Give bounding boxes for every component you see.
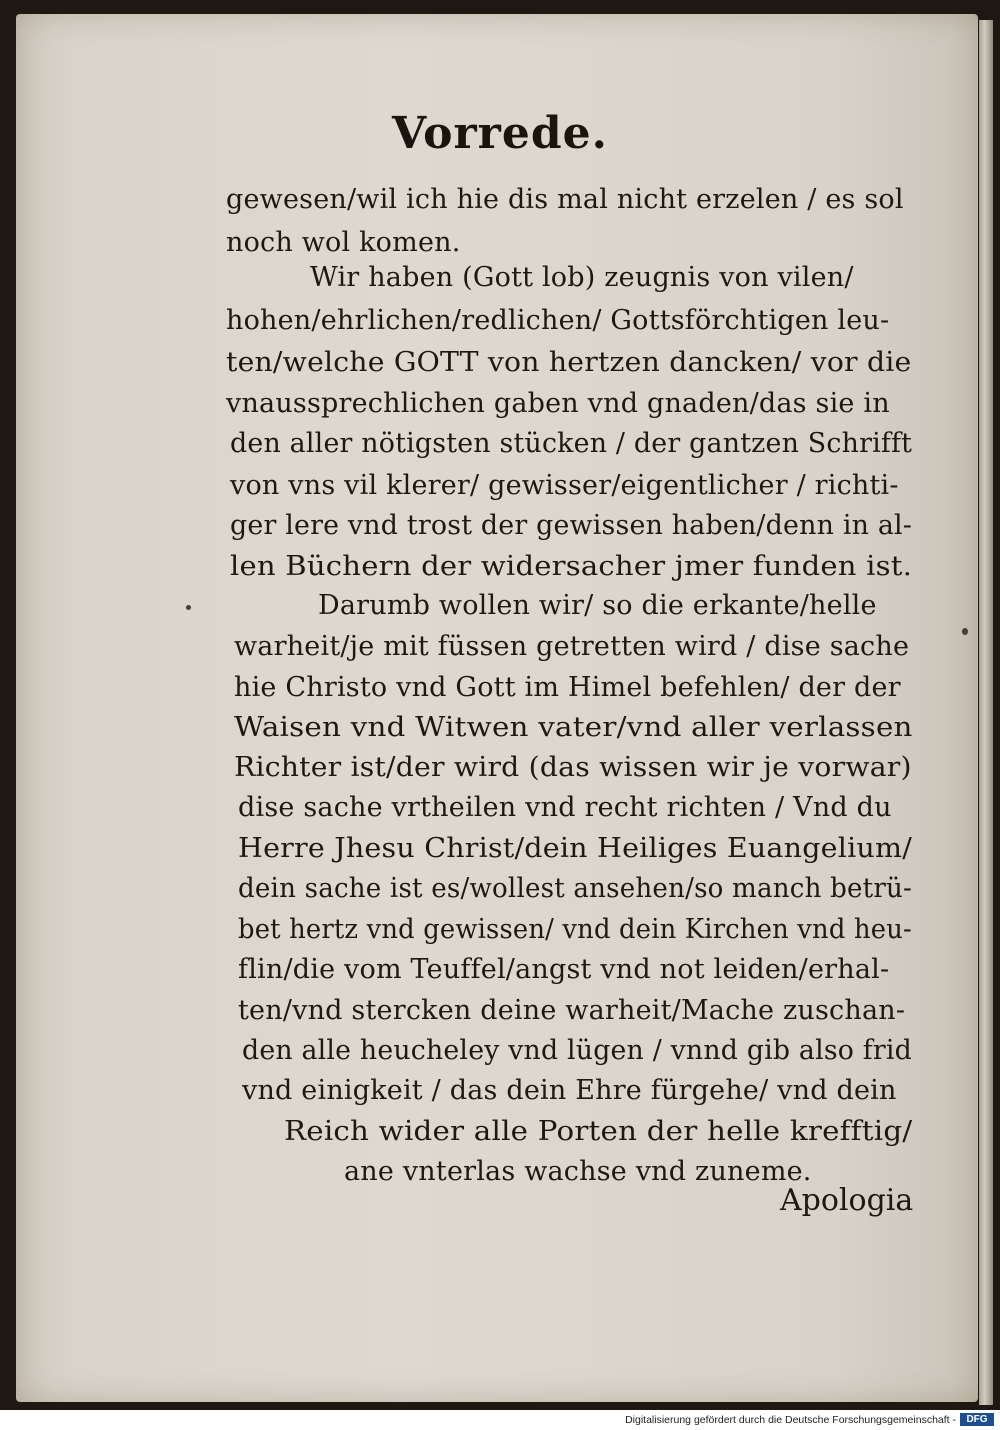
text-line: dein sache ist es/wollest ansehen/so manch betrü- <box>238 873 913 904</box>
page-edge <box>979 20 993 1405</box>
text-line: ten/vnd stercken deine warheit/Mache zuschan- <box>238 995 906 1026</box>
text-line: flin/die vom Teuffel/angst vnd not leiden/erhal- <box>238 954 890 985</box>
text-line: Darumb wollen wir/ so die erkante/helle <box>318 590 877 621</box>
catchword: Apologia <box>780 1183 914 1218</box>
text-line: gewesen/wil ich hie dis mal nicht erzelen / es sol <box>226 184 904 215</box>
text-line: dise sache vrtheilen vnd recht richten / Vnd du <box>238 792 892 823</box>
text-line: len Büchern der widersacher jmer funden ist. <box>230 551 913 582</box>
text-line: vnd einigkeit / das dein Ehre fürgehe/ vnd dein <box>242 1075 897 1106</box>
text-line: hie Christo vnd Gott im Himel befehlen/ der der <box>234 672 901 703</box>
text-line: von vns vil klerer/ gewisser/eigentlicher / richti- <box>230 470 899 501</box>
text-line: Reich wider alle Porten der helle krefftig/ <box>284 1116 913 1147</box>
text-line: hohen/ehrlichen/redlichen/ Gottsförchtigen leu- <box>226 305 890 336</box>
text-line: Wir haben (Gott lob) zeugnis von vilen/ <box>310 262 854 293</box>
text-line: ger lere vnd trost der gewissen haben/denn in al- <box>230 510 913 541</box>
ink-spot <box>962 628 968 635</box>
text-line: ane vnterlas wachse vnd zuneme. <box>344 1156 812 1187</box>
text-line: vnaussprechlichen gaben vnd gnaden/das sie in <box>226 388 890 419</box>
text-line: Herre Jhesu Christ/dein Heiliges Euangelium/ <box>238 833 913 864</box>
text-line: Waisen vnd Witwen vater/vnd aller verlassen <box>234 712 913 743</box>
ink-spot <box>186 605 191 610</box>
text-line: bet hertz vnd gewissen/ vnd dein Kirchen vnd heu- <box>238 914 912 945</box>
running-head: Vorrede. <box>392 108 608 159</box>
text-line: den aller nötigsten stücken / der gantzen Schrifft <box>230 428 913 459</box>
text-line: Richter ist/der wird (das wissen wir je vorwar) <box>234 752 912 783</box>
text-line: den alle heucheley vnd lügen / vnnd gib also frid <box>242 1035 912 1066</box>
text-line: warheit/je mit füssen getretten wird / dise sache <box>234 631 910 662</box>
footer-credit: Digitalisierung gefördert durch die Deutsche Forschungsgemeinschaft - <box>625 1414 956 1426</box>
text-line: ten/welche GOTT von hertzen dancken/ vor die <box>226 347 912 378</box>
text-line: noch wol komen. <box>226 227 461 258</box>
dfg-logo: DFG <box>960 1413 994 1426</box>
